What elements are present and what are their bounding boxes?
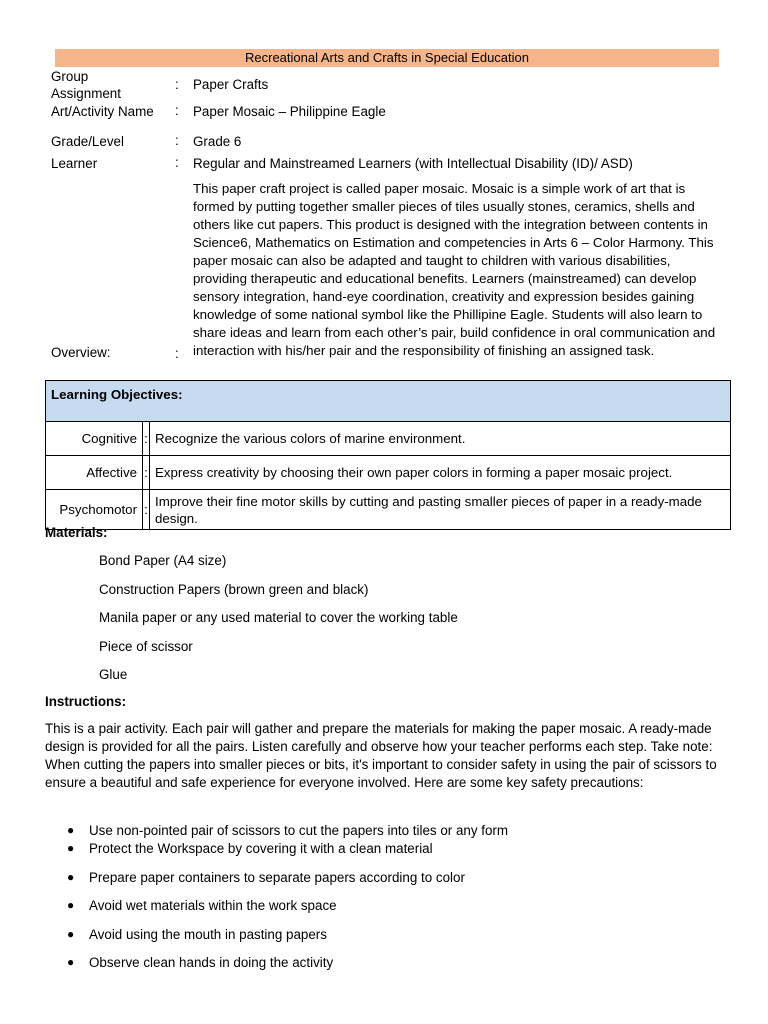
objective-row-cognitive bbox=[46, 422, 731, 456]
material-item: Piece of scissor bbox=[99, 639, 193, 654]
info-colon: : bbox=[175, 155, 179, 170]
bullet-icon: ● bbox=[67, 955, 75, 969]
info-value: Paper Crafts bbox=[193, 77, 269, 92]
objective-colon: : bbox=[143, 422, 150, 456]
material-item: Glue bbox=[99, 667, 128, 682]
objective-colon: : bbox=[143, 456, 150, 490]
objective-colon: : bbox=[143, 490, 150, 530]
instructions-paragraph: This is a pair activity. Each pair will gather and prepare the materials for making the paper mosaic. A ready-made design is provided for all the pairs. Listen carefully and observe how your teacher performs each step. Take note: When cutting the papers into smaller pieces or bits, it's important to consider safety in using the pair of scissors to ensure a beautiful and safe experience for everyone involved. Here are some key safety precautions: bbox=[45, 721, 717, 790]
objective-row-affective bbox=[46, 456, 731, 490]
bullet-icon: ● bbox=[67, 841, 75, 855]
info-colon: : bbox=[175, 103, 179, 118]
info-colon: : bbox=[175, 346, 179, 361]
material-item: Bond Paper (A4 size) bbox=[99, 553, 227, 568]
objective-text: Express creativity by choosing their own paper colors in forming a paper mosaic project. bbox=[150, 456, 731, 490]
learning-objectives-heading: Learning Objectives: bbox=[46, 381, 731, 422]
precaution-text: Prepare paper containers to separate papers according to color bbox=[89, 870, 465, 885]
precaution-text: Use non-pointed pair of scissors to cut the papers into tiles or any form bbox=[89, 823, 509, 838]
materials-heading: Materials: bbox=[45, 525, 108, 540]
document-title-banner: Recreational Arts and Crafts in Special Education bbox=[55, 49, 719, 67]
objective-domain: Cognitive bbox=[46, 422, 143, 456]
learning-objectives-table bbox=[45, 380, 731, 530]
instructions-heading: Instructions: bbox=[45, 694, 127, 709]
material-item: Manila paper or any used material to cover the working table bbox=[99, 610, 458, 625]
info-value: Regular and Mainstreamed Learners (with Intellectual Disability (ID)/ ASD) bbox=[193, 156, 633, 171]
objective-domain: Affective bbox=[46, 456, 143, 490]
material-item: Construction Papers (brown green and black) bbox=[99, 582, 369, 597]
bullet-icon: ● bbox=[67, 823, 75, 837]
overview-text: This paper craft project is called paper mosaic. Mosaic is a simple work of art that is formed by putting together smaller pieces of tiles usually stones, ceramics, shells and others like cut papers. This product is designed with the integration between contents in Science6, Mathematics on Estimation and competencies in Arts 6 – Color Harmony. This paper mosaic can also be adapted and taught to children with various disabilities, providing therapeutic and educational benefits. Learners (mainstreamed) can develop sensory integration, hand-eye coordination, creativity and expression besides gaining knowledge of some national symbol like the Phillipine Eagle. Students will also learn to share ideas and learn from each other’s pair, build confidence in oral communication and interaction with his/her pair and the responsibility of finishing an assigned task. bbox=[193, 181, 716, 358]
info-value: Grade 6 bbox=[193, 134, 242, 149]
info-colon: : bbox=[175, 77, 179, 92]
info-label: Learner bbox=[51, 156, 98, 171]
info-colon: : bbox=[175, 133, 179, 148]
precaution-text: Observe clean hands in doing the activity bbox=[89, 955, 334, 970]
precaution-text: Avoid using the mouth in pasting papers bbox=[89, 927, 327, 942]
info-label: Grade/Level bbox=[51, 134, 124, 149]
info-label: Art/Activity Name bbox=[51, 104, 154, 119]
bullet-icon: ● bbox=[67, 927, 75, 941]
objective-text: Recognize the various colors of marine environment. bbox=[150, 422, 731, 456]
info-label: Group Assignment bbox=[51, 69, 121, 101]
objective-text: Improve their fine motor skills by cutting and pasting smaller pieces of paper in a ready-made design. bbox=[150, 490, 731, 530]
info-value: Paper Mosaic – Philippine Eagle bbox=[193, 104, 386, 119]
precaution-text: Avoid wet materials within the work space bbox=[89, 898, 337, 913]
precaution-text: Protect the Workspace by covering it with a clean material bbox=[89, 841, 433, 856]
bullet-icon: ● bbox=[67, 870, 75, 884]
info-label: Overview: bbox=[51, 345, 111, 360]
objective-domain: Psychomotor bbox=[46, 490, 143, 530]
bullet-icon: ● bbox=[67, 898, 75, 912]
objective-row-psychomotor bbox=[46, 490, 731, 530]
